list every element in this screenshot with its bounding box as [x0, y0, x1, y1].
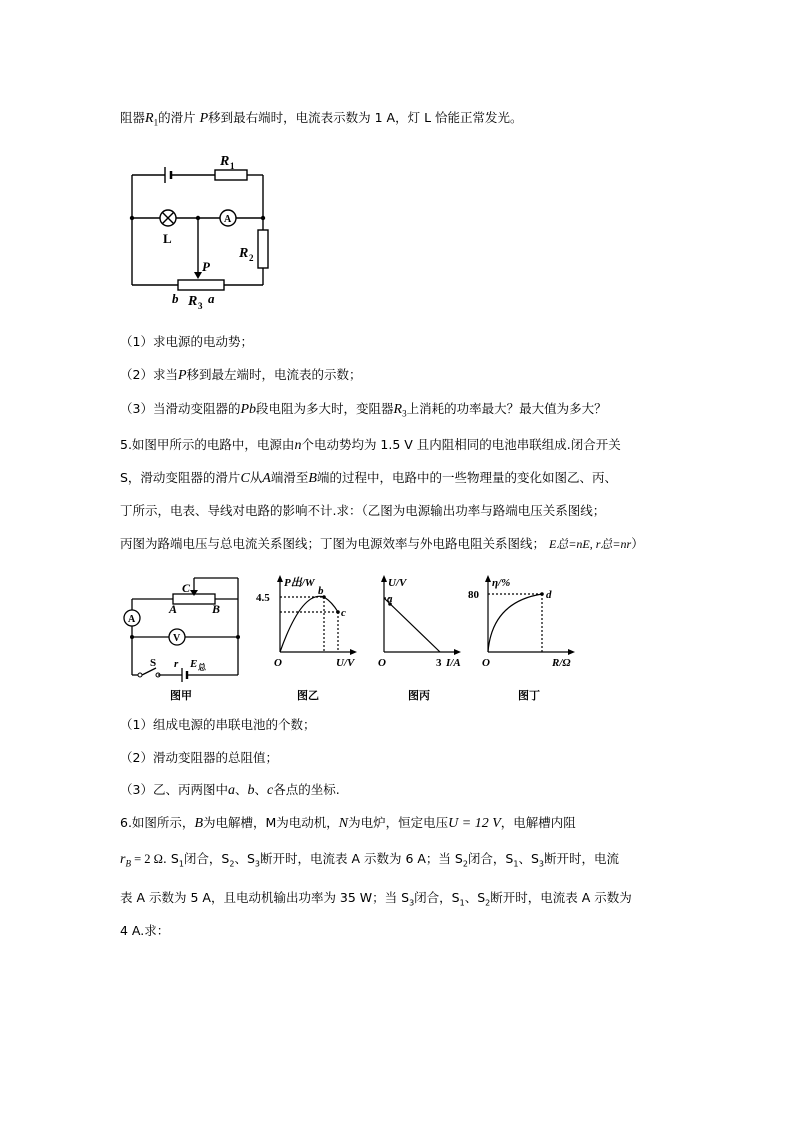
var-P: P — [199, 111, 209, 126]
sub: 3 — [254, 859, 260, 869]
label-R1: R — [220, 154, 230, 169]
var-B: B — [308, 471, 317, 486]
text: 、 — [254, 782, 267, 797]
text: （3）乙、丙两图中 — [120, 782, 228, 797]
sub: 2 — [229, 859, 235, 869]
label-R3-sub: 3 — [198, 301, 203, 311]
label-B: B — [212, 602, 221, 616]
q4-sub3 — [120, 401, 607, 422]
label-L: L — [163, 231, 172, 246]
label-R3: R — [188, 294, 198, 309]
caption-bing: 图丙 — [408, 689, 430, 702]
text: 表 A 示数为 5 A，且电动机输出功率为 35 W；当 S — [120, 890, 410, 905]
sub: 1 — [513, 859, 519, 869]
sub: 2 — [462, 859, 468, 869]
text: 闭合，S — [183, 851, 230, 866]
q5-line1 — [120, 437, 621, 454]
ammeter-label: A — [224, 214, 232, 225]
text: 段电阻为多大时，变阻器 — [256, 401, 394, 416]
slider-arrow — [194, 272, 202, 279]
pt-c: c — [341, 607, 346, 619]
text: 为电炉，恒定电压 — [348, 815, 449, 830]
sub: 1 — [153, 117, 159, 128]
label-C: C — [182, 581, 191, 595]
sub: 3 — [409, 898, 415, 908]
formula-U: U = 12 V — [448, 816, 501, 831]
text: 端滑至 — [270, 470, 309, 485]
var-P: P — [177, 368, 187, 383]
resistor-R1 — [215, 170, 247, 180]
label-E: E — [190, 658, 198, 670]
label-E-sub: 总 — [198, 663, 206, 672]
text: S，滑动变阻器的滑片 — [120, 470, 241, 485]
text: 的滑片 — [158, 110, 196, 125]
figure-ding — [468, 572, 590, 707]
var-N: N — [338, 816, 349, 831]
figure-yi — [256, 572, 362, 707]
var-B: B — [194, 816, 203, 831]
var-r: r — [120, 852, 126, 867]
rheostat-R3 — [178, 280, 224, 290]
var-a: a — [227, 783, 235, 798]
text: 从 — [249, 470, 263, 485]
ylabel: U/V — [388, 577, 407, 589]
label-R2: R — [239, 246, 249, 261]
xlabel: R/Ω — [552, 657, 571, 669]
text: 、S — [518, 851, 539, 866]
var-b: b — [247, 783, 255, 798]
text: 、S — [464, 890, 486, 905]
sub: 1 — [459, 898, 465, 908]
q4-sub2 — [120, 367, 362, 384]
value: = 2 Ω — [130, 852, 163, 866]
text: 闭合，S — [467, 851, 514, 866]
label-R2-sub: 2 — [249, 253, 254, 263]
origin: O — [378, 657, 386, 669]
text: 断开时，电流表 A 示数为 — [490, 890, 632, 905]
caption-jia: 图甲 — [170, 689, 192, 702]
text: 6.如图所示， — [120, 815, 195, 830]
text: 断开时，电流表 A 示数为 6 A；当 S — [259, 851, 463, 866]
var-R: R — [145, 111, 154, 126]
text: （3）当滑动变阻器的 — [120, 401, 241, 416]
text: ，电解槽内阻 — [500, 815, 576, 830]
circuit-diagram-1 — [120, 145, 290, 310]
figure-jia — [120, 572, 250, 707]
q6-line3 — [120, 890, 632, 912]
origin: O — [482, 657, 490, 669]
q6-line4: 4 A.求： — [120, 923, 170, 938]
text: 为电解槽，M为电动机， — [203, 815, 339, 830]
tick-4.5: 4.5 — [256, 592, 270, 604]
text: 、S — [234, 851, 255, 866]
tick-3: 3 — [436, 657, 442, 669]
q4-sub1: （1）求电源的电动势； — [120, 334, 253, 349]
q5-sub2: （2）滑动变阻器的总阻值； — [120, 750, 278, 765]
q6-line1 — [120, 815, 576, 832]
text: 丙图为路端电压与总电流关系图线；丁图为电源效率与外电路电阻关系图线； — [120, 536, 546, 551]
text: 移到最左端时，电流表的示数； — [186, 367, 362, 382]
switch-blade — [142, 668, 156, 675]
q5-line4 — [120, 536, 644, 552]
ylabel: P出/W — [284, 577, 315, 589]
figure-bing — [372, 572, 472, 707]
var-A: A — [262, 471, 271, 486]
text: 闭合，S — [414, 890, 460, 905]
text: 、 — [234, 782, 248, 797]
pt-b: b — [318, 585, 324, 597]
q5-line3: 丁所示，电表、导线对电路的影响不计.求：（乙图为电源输出功率与路端电压关系图线； — [120, 503, 606, 518]
label-r: r — [174, 658, 179, 670]
text: 5.如图甲所示的电路中，电源由 — [120, 437, 295, 452]
sub: 2 — [485, 898, 491, 908]
q5-sub3 — [120, 782, 340, 799]
var-n: n — [294, 438, 302, 453]
caption-yi: 图乙 — [297, 689, 319, 702]
sub: 1 — [178, 859, 184, 869]
sub: B — [125, 858, 131, 869]
text: 端的过程中，电路中的一些物理量的变化如图乙、丙、 — [316, 470, 617, 485]
caption-ding: 图丁 — [518, 689, 540, 702]
pt-a: a — [387, 593, 393, 605]
label-P: P — [202, 259, 210, 274]
var-C: C — [240, 471, 250, 486]
text: 个电动势均为 1.5 V 且内阻相同的电池串联组成.闭合开关 — [301, 437, 621, 452]
text: 阻器 — [120, 110, 146, 125]
origin: O — [274, 657, 282, 669]
xlabel: U/V — [336, 657, 355, 669]
intro-line — [120, 110, 523, 131]
ammeter-label: A — [128, 614, 136, 625]
label-R1-sub: 1 — [230, 161, 235, 171]
label-A: A — [169, 602, 178, 616]
var-R: R — [393, 402, 403, 417]
resistor-R2 — [258, 230, 268, 268]
text: 各点的坐标. — [273, 782, 340, 797]
ylabel: η/% — [492, 577, 511, 589]
formula: E总=nE, r总=nr — [549, 537, 632, 551]
text: 断开时，电流 — [543, 851, 619, 866]
text: . S — [162, 851, 179, 866]
text: 移到最右端时，电流表示数为 1 A，灯 L 恰能正常发光。 — [208, 110, 523, 125]
tick-80: 80 — [468, 589, 479, 601]
q5-sub1: （1）组成电源的串联电池的个数； — [120, 717, 316, 732]
sub: 3 — [402, 408, 407, 419]
xlabel: I/A — [446, 657, 461, 669]
sub: 3 — [538, 859, 544, 869]
q6-line2 — [120, 851, 619, 873]
text: （2）求当 — [120, 367, 178, 382]
q5-line2 — [120, 470, 617, 487]
text: ） — [631, 536, 644, 551]
pt-d: d — [546, 589, 552, 601]
label-S: S — [150, 657, 157, 669]
text: 上消耗的功率最大？最大值为多大？ — [406, 401, 607, 416]
voltmeter-label: V — [173, 633, 181, 644]
var-Pb: Pb — [240, 402, 257, 417]
label-a: a — [208, 291, 215, 306]
label-b: b — [172, 291, 179, 306]
var-c: c — [267, 783, 274, 798]
